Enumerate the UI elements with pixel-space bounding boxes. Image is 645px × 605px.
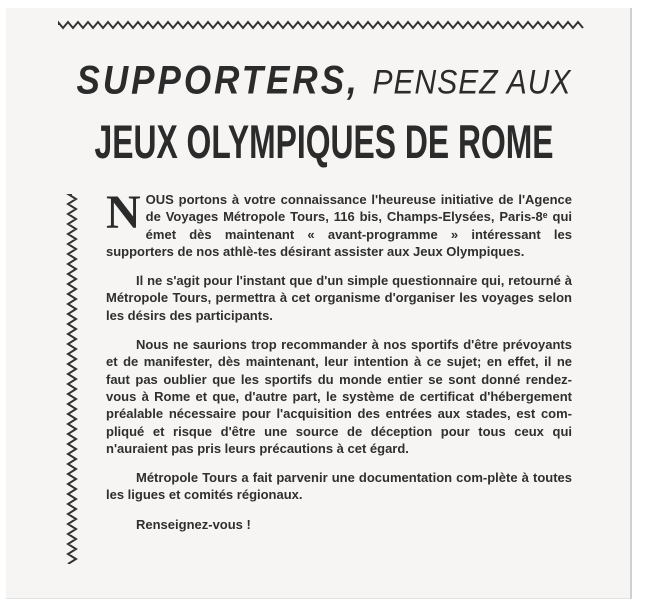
article-body — [106, 186, 572, 545]
paragraph-1 — [106, 186, 572, 260]
headline-line-2: JEUX OLYMPIQUES DE ROME — [94, 116, 554, 169]
headline-supporters: SUPPORTERS, — [76, 58, 360, 103]
zigzag-border-top — [58, 20, 584, 30]
paragraph-2: Il ne s'agit pour l'instant que d'un simple questionnaire qui, retourné à Métropole Tours, permettra à cet organisme d'organiser les voyages selon les désirs des participants. — [106, 273, 572, 323]
zigzag-border-left — [66, 194, 78, 564]
newspaper-clipping — [6, 8, 632, 599]
paragraph-1-text: OUS portons à votre connaissance l'heureuse initiative de l'Agence de Voyages Métropole Tours, 116 bis, Champs-Elysées, Paris-8ᵉ qui émet dès maintenant « avant-programme » intéressant les supporters de nos athlè-tes désirant assister aux Jeux Olympiques. — [106, 192, 572, 259]
headline-pensez-aux: PENSEZ AUX — [372, 63, 572, 102]
headline-line-1 — [56, 58, 592, 104]
paragraph-5: Renseignez-vous ! — [136, 516, 251, 532]
paragraph-3: Nous ne saurions trop recommander à nos sportifs d'être prévoyants et de manifester, dès maintenant, leur intention à ce sujet; en effet, il ne faut pas oublier que les sportifs du monde entier se sont donné rendez-vous à Rome et que, d'autre part, le système de certificat d'hébergement préalable nécessaire pour l'acquisition des entrées aux stades, est com-pliqué et risque d'être une source de déception pour tous ceux qui n'auraient pas pris leurs précautions à cet égard. — [106, 337, 572, 456]
paragraph-4: Métropole Tours a fait parvenir une documentation com-plète à toutes les ligues et comités régionaux. — [106, 470, 572, 503]
drop-cap: N — [106, 186, 141, 239]
